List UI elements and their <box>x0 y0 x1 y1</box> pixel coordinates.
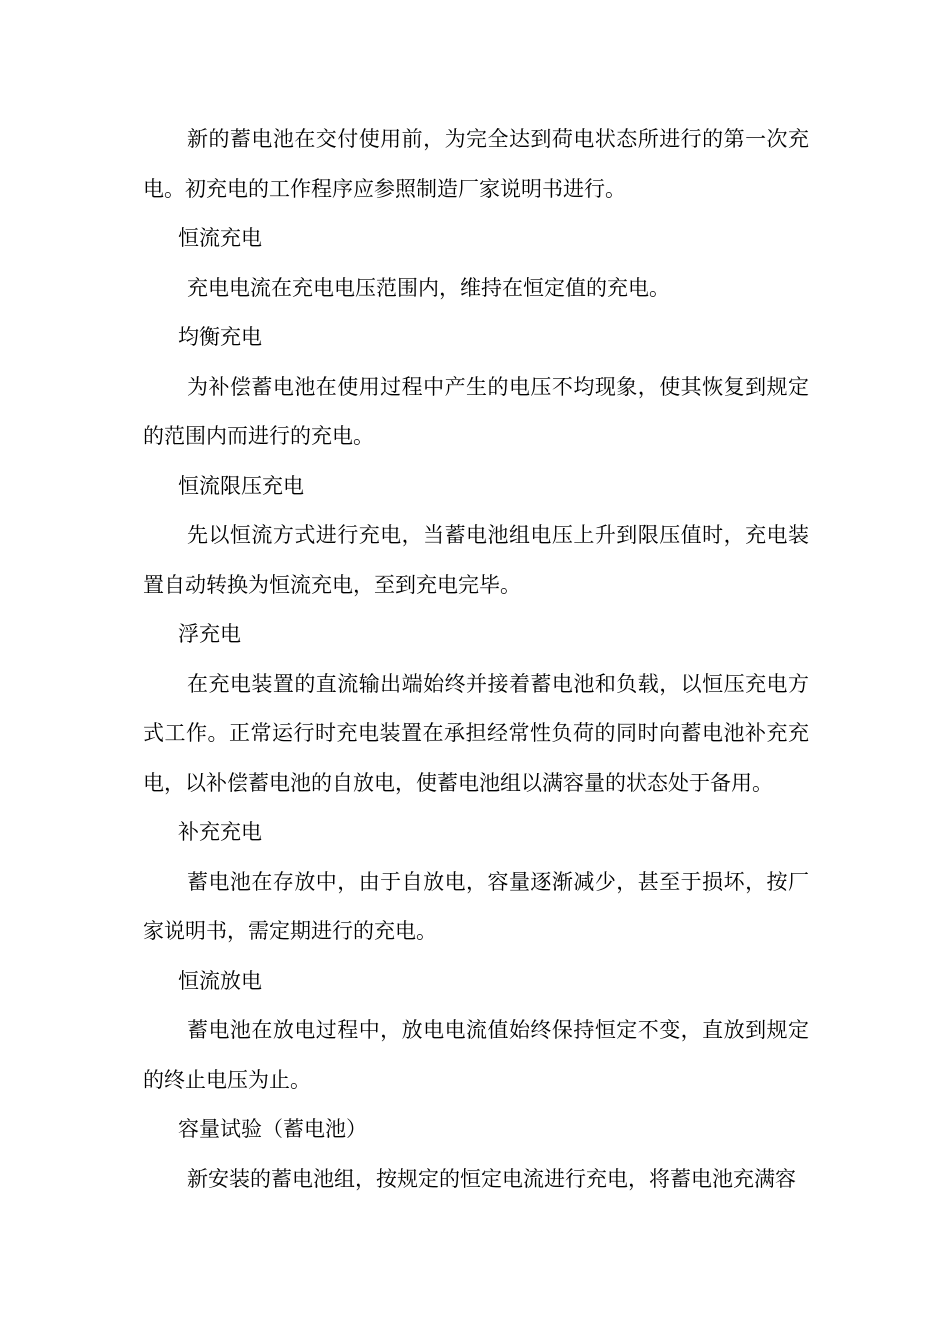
paragraph-supplementary-charge: 蓄电池在存放中，由于自放电，容量逐渐减少，甚至于损坏，按厂家说明书，需定期进行的充电。 <box>143 869 809 943</box>
heading-constant-current-charge: 恒流充电 <box>178 226 262 250</box>
paragraph-constant-current-discharge: 蓄电池在放电过程中，放电电流值始终保持恒定不变，直放到规定的终止电压为止。 <box>143 1018 809 1092</box>
paragraph-capacity-test: 新安装的蓄电池组，按规定的恒定电流进行充电，将蓄电池充满容 <box>187 1166 796 1191</box>
document-body <box>143 115 809 1204</box>
paragraph-constant-current-charge: 充电电流在充电电压范围内，维持在恒定值的充电。 <box>187 275 670 300</box>
paragraph-initial-charge: 新的蓄电池在交付使用前，为完全达到荷电状态所进行的第一次充电。初充电的工作程序应参照制造厂家说明书进行。 <box>143 127 809 201</box>
paragraph-float-charge: 在充电装置的直流输出端始终并接着蓄电池和负载，以恒压充电方式工作。正常运行时充电装置在承担经常性负荷的同时向蓄电池补充充电，以补偿蓄电池的自放电，使蓄电池组以满容量的状态处于备用。 <box>143 671 809 795</box>
heading-constant-current-voltage-limit-charge: 恒流限压充电 <box>178 473 304 498</box>
heading-capacity-test: 容量试验（蓄电池） <box>178 1117 367 1141</box>
heading-constant-current-discharge: 恒流放电 <box>178 968 262 993</box>
paragraph-equalizing-charge: 为补偿蓄电池在使用过程中产生的电压不均现象，使其恢复到规定的范围内而进行的充电。 <box>143 374 809 448</box>
heading-equalizing-charge: 均衡充电 <box>178 325 262 349</box>
heading-supplementary-charge: 补充充电 <box>178 820 262 844</box>
heading-float-charge: 浮充电 <box>178 622 241 646</box>
paragraph-constant-current-voltage-limit-charge: 先以恒流方式进行充电，当蓄电池组电压上升到限压值时，充电装置自动转换为恒流充电，至到充电完毕。 <box>143 523 809 597</box>
